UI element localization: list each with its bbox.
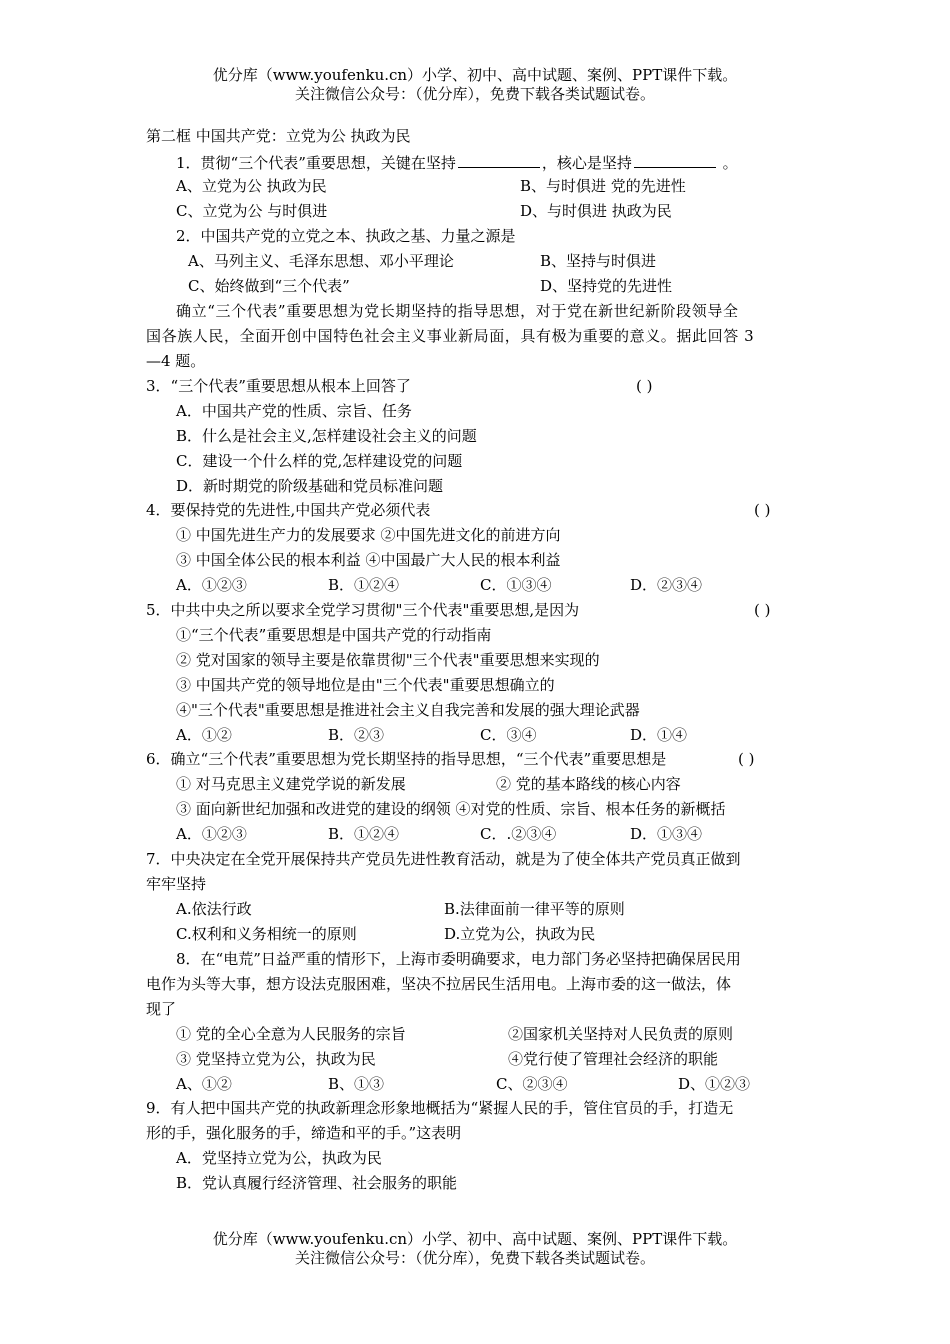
q7-option-a: A.依法行政 (176, 900, 252, 918)
footer-line-1: 优分库（www.youfenku.cn）小学、初中、高中试题、案例、PPT课件下载。 (212, 1230, 738, 1248)
q2-option-b: B、坚持与时俱进 (540, 252, 657, 270)
q6-option-b: B．①②④ (328, 825, 400, 843)
q8-option-a: A、①② (176, 1075, 232, 1093)
question-2-stem: 2．中国共产党的立党之本、执政之基、力量之源是 (176, 227, 516, 245)
q5-item-3: ③ 中国共产党的领导地位是由"三个代表"重要思想确立的 (176, 676, 555, 694)
answer-blank-2 (634, 152, 716, 168)
passage-line-3: —4 题。 (146, 352, 206, 370)
q4-option-d: D．②③④ (630, 576, 703, 594)
q7-option-c: C.权利和义务相统一的原则 (176, 925, 357, 943)
q6-option-c: C．.②③④ (480, 825, 557, 843)
passage-line-2: 国各族人民，全面开创中国特色社会主义事业新局面，具有极为重要的意义。据此回答 3 (146, 327, 755, 345)
q8-option-c: C、②③④ (496, 1075, 568, 1093)
q4-item-line-2: ③ 中国全体公民的根本利益 ④中国最广大人民的根本利益 (176, 551, 561, 569)
question-1-stem (176, 152, 738, 173)
q4-option-b: B．①②④ (328, 576, 400, 594)
q2-option-d: D、坚持党的先进性 (540, 277, 673, 295)
question-8-stem-line-1: 8．在“电荒”日益严重的情形下，上海市委明确要求，电力部门务必坚持把确保居民用 (176, 950, 741, 968)
q3-option-b: B．什么是社会主义,怎样建设社会主义的问题 (176, 427, 477, 445)
q5-option-c: C．③④ (480, 726, 537, 744)
q2-option-a: A、马列主义、毛泽东思想、邓小平理论 (188, 252, 454, 270)
q5-item-1: ①“三个代表”重要思想是中国共产党的行动指南 (176, 626, 492, 644)
q3-option-d: D．新时期党的阶级基础和党员标准问题 (176, 477, 444, 495)
question-6-stem: 6．确立“三个代表”重要思想为党长期坚持的指导思想，“三个代表”重要思想是 (146, 750, 667, 768)
header-line-2: 关注微信公众号：（优分库），免费下载各类试题试卷。 (294, 85, 655, 103)
q5-answer-paren: ( ) (754, 601, 771, 619)
header-line-1: 优分库（www.youfenku.cn）小学、初中、高中试题、案例、PPT课件下载。 (212, 66, 738, 84)
q1-stem-part-b: ，核心是坚持 (541, 154, 632, 172)
question-4-stem: 4．要保持党的先进性,中国共产党必须代表 (146, 501, 431, 519)
q5-item-4: ④"三个代表"重要思想是推进社会主义自我完善和发展的强大理论武器 (176, 701, 640, 719)
question-9-stem-line-1: 9．有人把中国共产党的执政新理念形象地概括为“紧握人民的手，管住官员的手，打造无 (146, 1099, 734, 1117)
question-8-stem-line-3: 现了 (146, 1000, 177, 1018)
q8-item-2: ②国家机关坚持对人民负责的原则 (508, 1025, 734, 1043)
q6-item-3-4: ③ 面向新世纪加强和改进党的建设的纲领 ④对党的性质、宗旨、根本任务的新概括 (176, 800, 726, 818)
footer-line-2: 关注微信公众号：（优分库），免费下载各类试题试卷。 (294, 1249, 655, 1267)
q3-option-a: A．中国共产党的性质、宗旨、任务 (176, 402, 412, 420)
q1-option-a: A、立党为公 执政为民 (176, 177, 327, 195)
question-9-stem-line-2: 形的手，强化服务的手，缔造和平的手。”这表明 (146, 1124, 462, 1142)
q1-option-c: C、立党为公 与时俱进 (176, 202, 328, 220)
q4-option-c: C．①③④ (480, 576, 552, 594)
q9-option-a: A．党坚持立党为公，执政为民 (176, 1149, 382, 1167)
question-3-stem: 3．“三个代表”重要思想从根本上回答了 (146, 377, 411, 395)
q8-item-1: ① 党的全心全意为人民服务的宗旨 (176, 1025, 406, 1043)
q2-option-c: C、始终做到“三个代表” (188, 277, 350, 295)
q1-stem-part-c: 。 (717, 154, 738, 172)
q9-option-b: B．党认真履行经济管理、社会服务的职能 (176, 1174, 458, 1192)
q5-item-2: ② 党对国家的领导主要是依靠贯彻"三个代表"重要思想来实现的 (176, 651, 600, 669)
q6-option-d: D．①③④ (630, 825, 703, 843)
q5-option-b: B．②③ (328, 726, 385, 744)
q6-item-2: ② 党的基本路线的核心内容 (496, 775, 681, 793)
q8-item-3: ③ 党坚持立党为公，执政为民 (176, 1050, 376, 1068)
q5-option-d: D．①④ (630, 726, 688, 744)
q7-option-b: B.法律面前一律平等的原则 (444, 900, 625, 918)
question-7-stem-line-1: 7．中央决定在全党开展保持共产党员先进性教育活动，就是为了使全体共产党员真正做到 (146, 850, 741, 868)
q8-item-4: ④党行使了管理社会经济的职能 (508, 1050, 719, 1068)
q6-answer-paren: ( ) (738, 750, 755, 768)
q8-option-b: B、①③ (328, 1075, 385, 1093)
q4-option-a: A．①②③ (176, 576, 247, 594)
q3-answer-paren: ( ) (636, 377, 653, 395)
q5-option-a: A．①② (176, 726, 232, 744)
q4-answer-paren: ( ) (754, 501, 771, 519)
question-5-stem: 5．中共中央之所以要求全党学习贯彻"三个代表"重要思想,是因为 (146, 601, 580, 619)
passage-line-1: 确立“三个代表”重要思想为党长期坚持的指导思想，对于党在新世纪新阶段领导全 (176, 302, 739, 320)
q1-option-d: D、与时俱进 执政为民 (520, 202, 672, 220)
q8-option-d: D、①②③ (678, 1075, 751, 1093)
q1-option-b: B、与时俱进 党的先进性 (520, 177, 686, 195)
section-title: 第二框 中国共产党：立党为公 执政为民 (146, 127, 411, 145)
q7-option-d: D.立党为公，执政为民 (444, 925, 596, 943)
q4-item-line-1: ① 中国先进生产力的发展要求 ②中国先进文化的前进方向 (176, 526, 561, 544)
q1-stem-part-a: 1．贯彻“三个代表”重要思想，关键在坚持 (176, 154, 456, 172)
question-8-stem-line-2: 电作为头等大事，想方设法克服困难，坚决不拉居民生活用电。上海市委的这一做法，体 (146, 975, 732, 993)
q6-option-a: A．①②③ (176, 825, 247, 843)
q6-item-1: ① 对马克思主义建党学说的新发展 (176, 775, 406, 793)
question-7-stem-line-2: 牢牢坚持 (146, 875, 207, 893)
answer-blank-1 (458, 152, 540, 168)
q3-option-c: C．建设一个什么样的党,怎样建设党的问题 (176, 452, 463, 470)
